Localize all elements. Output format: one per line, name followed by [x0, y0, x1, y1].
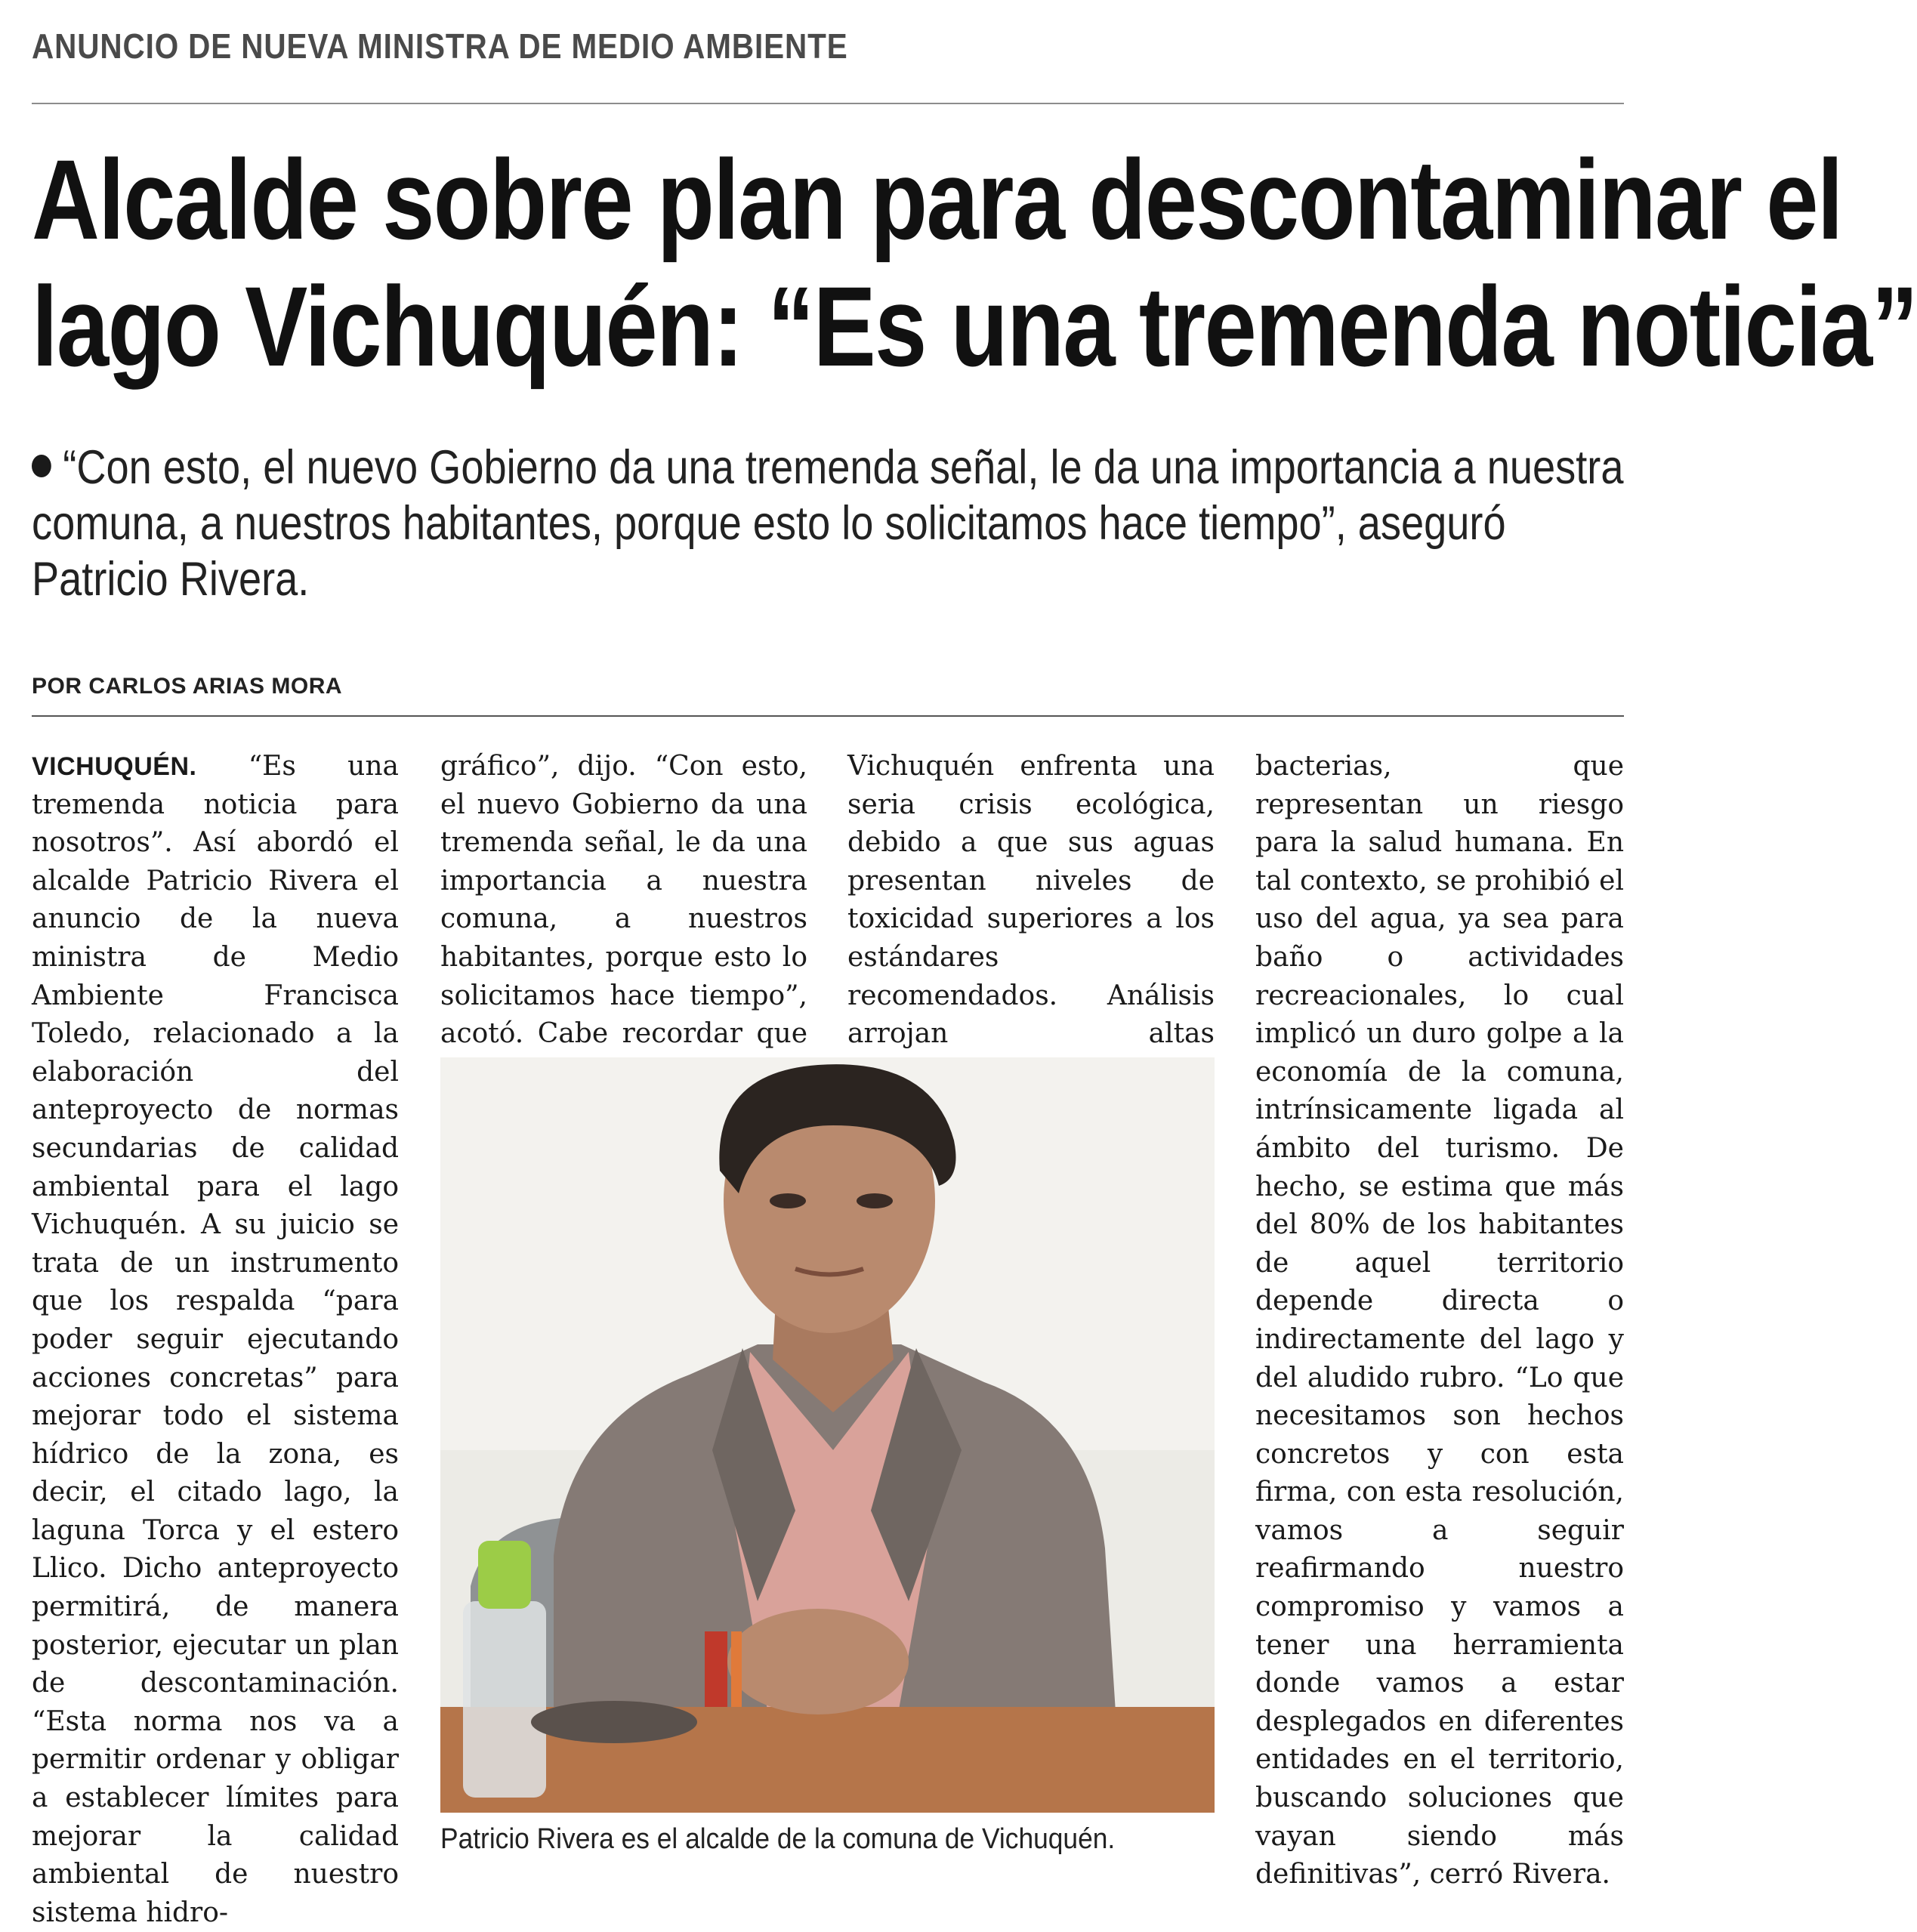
headline-line-1: Alcalde sobre plan para descontaminar el: [32, 136, 1842, 263]
body-column-4: [1255, 748, 1624, 1894]
dek-text: “Con esto, el nuevo Gobierno da una tremenda señal, le da una importancia a nuestra comuna, a nuestros habitantes, porque esto lo solicitamos hace tiempo”, aseguró Patricio Rivera.: [32, 441, 1624, 606]
body-column-1-text: “Es una tremenda noticia para nosotros”. Así abordó el alcalde Patricio Rivera el anuncio de la nueva ministra de Medio Ambiente Francisca Toledo, relacionado a la elaboración del anteproyecto de normas secundarias de calidad ambiental para el lago Vichuquén. A su juicio se trata de un instrumento que los respalda “para poder seguir ejecutando acciones concretas” para mejorar todo el sistema hídrico de la zona, es decir, el citado lago, la laguna Torca y el estero Llico. Dicho anteproyecto permitirá, de manera posterior, ejecutar un plan de descontaminación. “Esta norma nos va a permitir ordenar y obligar a establecer límites para mejorar la calidad ambiental de nuestro sistema hidro-: [32, 751, 399, 1928]
section-kicker: ANUNCIO DE NUEVA MINISTRA DE MEDIO AMBIENTE: [32, 26, 848, 66]
dateline: VICHUQUÉN.: [32, 752, 197, 781]
body-column-2-text: gráfico”, dijo. “Con esto, el nuevo Gobierno da una tremenda señal, le da una importancia a nuestra comuna, a nuestros habitantes, porque esto lo solicitamos hace tiempo”, acotó. Cabe recordar que: [440, 751, 807, 1050]
body-column-2: [440, 748, 807, 1091]
bullet-icon: [32, 455, 51, 477]
body-column-3-text: Vichuquén enfrenta una seria crisis ecológica, debido a que sus aguas presentan niveles de toxicidad superiores a los estándares recomendados. Análisis arrojan altas: [847, 751, 1215, 1050]
byline: POR CARLOS ARIAS MORA: [32, 674, 343, 699]
portrait-illustration: [440, 1057, 1215, 1813]
portrait-photo: [440, 1057, 1215, 1813]
body-column-1: [32, 748, 399, 1932]
photo-caption: Patricio Rivera es el alcalde de la comuna de Vichuquén.: [440, 1823, 1116, 1855]
headline: [32, 136, 1917, 390]
headline-line-2: lago Vichuquén: “Es una tremenda noticia”: [32, 263, 1917, 390]
byline-divider: [32, 715, 1624, 717]
body-column-4-text: bacterias, que representan un riesgo para la salud humana. En tal contexto, se prohibió el uso del agua, ya sea para baño o actividades recreacionales, lo cual implicó un duro golpe a la economía de la comuna, intrínsicamente ligada al ámbito del turismo. De hecho, se estima que más del 80% de los habitantes de aquel territorio depende directa o indirectamente del lago y del aludido rubro. “Lo que necesitamos son hechos concretos y con esta firma, con esta resolución, vamos a seguir reafirmando nuestro compromiso y vamos a tener una herramienta donde vamos a estar desplegados en diferentes entidades en el territorio, buscando soluciones que vayan siendo más definitivas”, cerró Rivera.: [1255, 751, 1624, 1890]
top-divider: [32, 103, 1624, 104]
dek: [32, 440, 1643, 607]
body-column-3: [847, 748, 1215, 1091]
